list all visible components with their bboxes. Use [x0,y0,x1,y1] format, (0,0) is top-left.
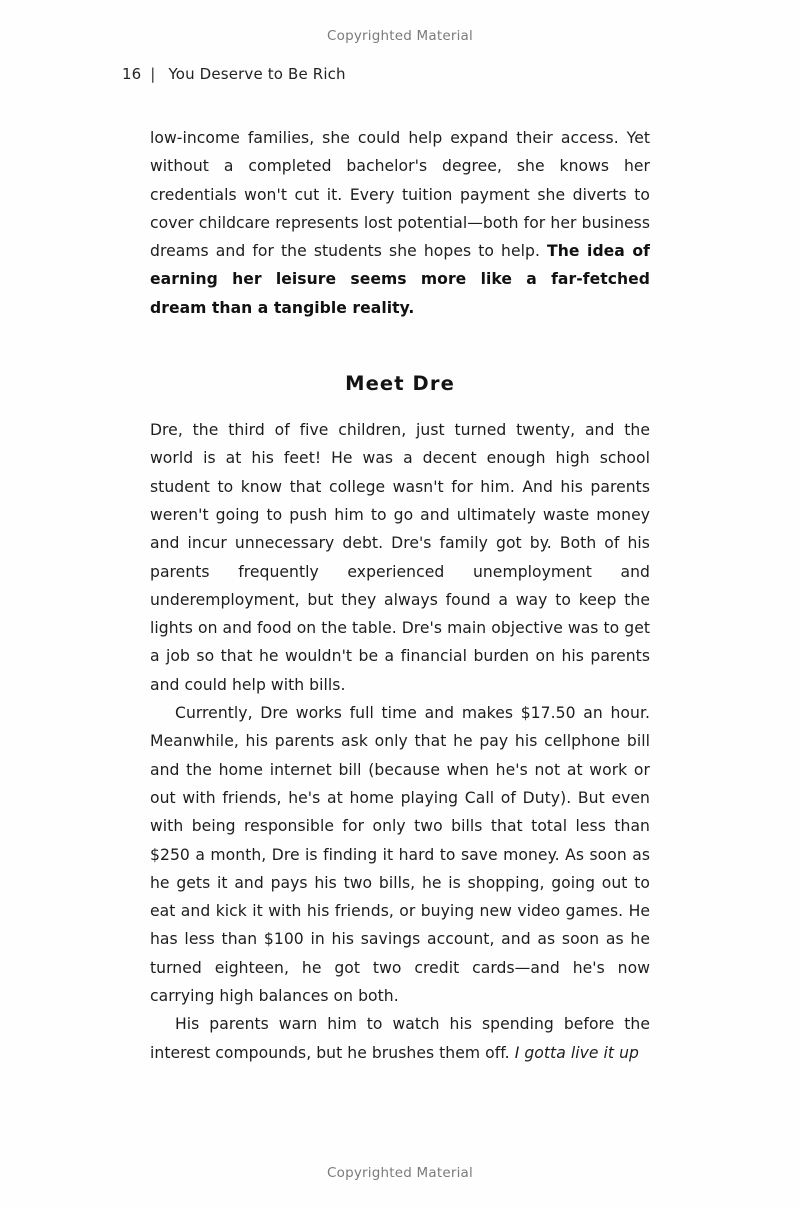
paragraph-1-text: low-income families, she could help expand their access. Yet without a completed bachelor's degree, she knows her credentials won't cut it. Every tuition payment she diverts to cover childcare represents lost potential—both for her business dreams and for the students she hopes to help. [150,129,650,261]
paragraph-dre-intro: Dre, the third of five children, just turned twenty, and the world is at his feet! He was a decent enough high school student to know that college wasn't for him. And his parents weren't going to push him to go and ultimately waste money and incur unnecessary debt. Dre's family got by. Both of his parents frequently experienced unemployment and underemployment, but they always found a way to keep the lights on and food on the table. Dre's main objective was to get a job so that he wouldn't be a financial burden on his parents and could help with bills. [150,421,651,694]
watermark-bottom: Copyrighted Material [327,1165,473,1181]
page-number: 16 [122,65,142,83]
watermark-top: Copyrighted Material [327,28,473,44]
book-title: You Deserve to Be Rich [168,65,346,83]
paragraph-1-bold-text: The idea of earning her leisure seems more like a far-fetched dream than a tangible reality. [150,242,651,317]
paragraph-4-italic-text: I gotta live it up [514,1043,639,1062]
running-head-separator: | [150,65,156,83]
paragraph-4-text: His parents warn him to watch his spending before the interest compounds, but he brushes them off. [150,1015,650,1062]
paragraph-continuation [150,124,650,322]
paragraph-dre-finances: Currently, Dre works full time and makes $17.50 an hour. Meanwhile, his parents ask only that he pay his cellphone bill and the home internet bill (because when he's not at work or out with friends, he's at home playing Call of Duty). But even with being responsible for only two bills that total less than $250 a month, Dre is finding it hard to save money. As soon as he gets it and pays his two bills, he is shopping, going out to eat and kick it with his friends, or buying new video games. He has less than $100 in his savings account, and as soon as he turned eighteen, he got two credit cards—and he's now carrying high balances on both. [150,704,650,1006]
section-heading-meet-dre: Meet Dre [345,372,455,396]
running-head [122,65,346,83]
paragraph-dre-parents-warning [150,1010,650,1067]
text-column [150,124,650,1067]
